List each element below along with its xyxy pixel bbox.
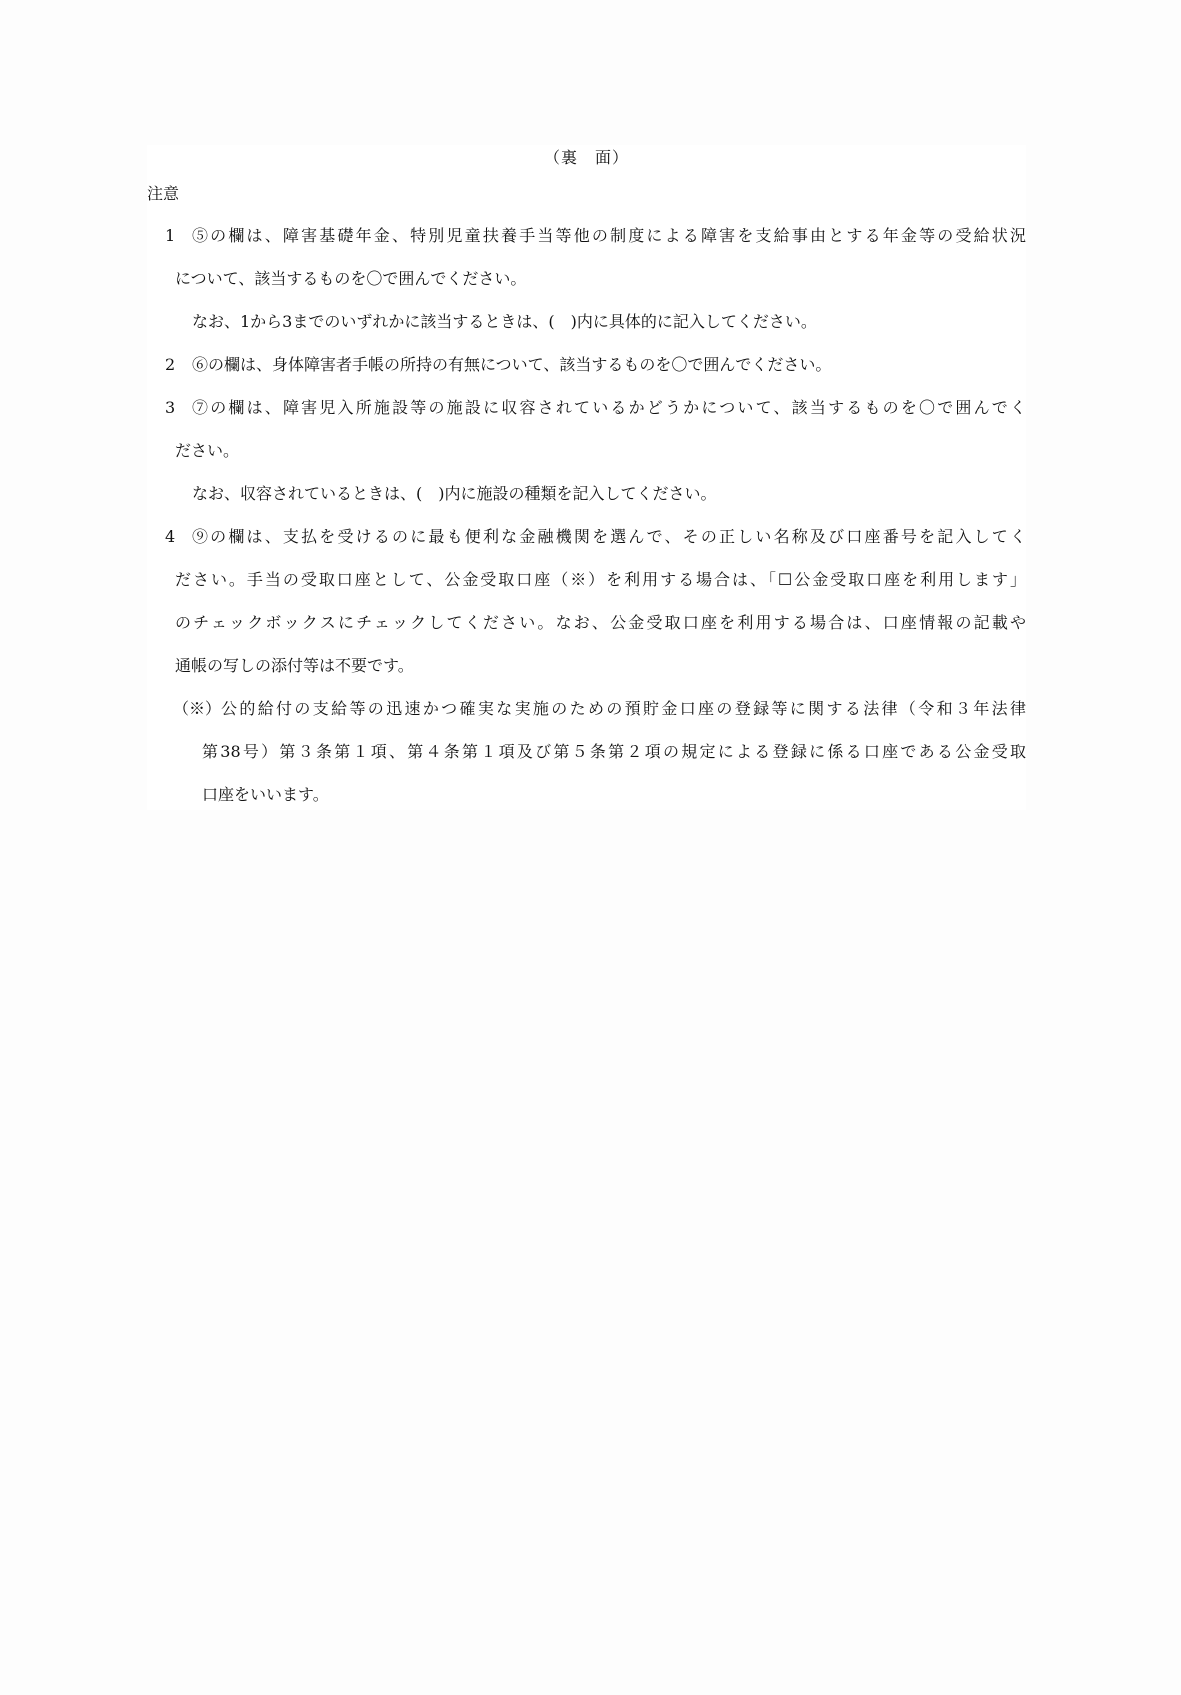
- document-page: [147, 145, 1026, 810]
- item-text-line: 通帳の写しの添付等は不要です。: [175, 656, 414, 675]
- notice-label: 注意: [147, 184, 180, 203]
- item-text-line: なお、収容されているときは、( )内に施設の種類を記入してください。: [192, 484, 717, 503]
- item-text-line: ⑦の欄は、障害児入所施設等の施設に収容されているかどうかについて、該当するものを〇で囲んでく: [192, 398, 1026, 417]
- item-text-line: ださい。手当の受取口座として、公金受取口座（※）を利用する場合は、「☐公金受取口座を利用します」: [175, 570, 1026, 589]
- item-text-line: なお、1から3までのいずれかに該当するときは、( )内に具体的に記入してください。: [192, 312, 817, 331]
- item-number: 2: [165, 355, 176, 374]
- footnote-text-line: 口座をいいます。: [202, 785, 329, 804]
- item-text-line: ださい。: [175, 441, 240, 460]
- item-text-line: ⑤の欄は、障害基礎年金、特別児童扶養手当等他の制度による障害を支給事由とする年金等の受給状況: [192, 226, 1026, 245]
- item-text-line: について、該当するものを〇で囲んでください。: [175, 269, 527, 288]
- footnote-text-line: 第38号）第３条第１項、第４条第１項及び第５条第２項の規定による登録に係る口座である公金受取: [202, 742, 1026, 761]
- footnote-mark: （※）: [173, 699, 222, 718]
- item-number: 3: [165, 398, 176, 417]
- item-text-line: ⑨の欄は、支払を受けるのに最も便利な金融機関を選んで、その正しい名称及び口座番号を記入してく: [192, 527, 1026, 546]
- footnote-text-line: 公的給付の支給等の迅速かつ確実な実施のための預貯金口座の登録等に関する法律（令和３年法律: [221, 699, 1026, 718]
- item-text-line: のチェックボックスにチェックしてください。なお、公金受取口座を利用する場合は、口座情報の記載や: [175, 613, 1026, 632]
- item-number: 1: [165, 226, 176, 245]
- page-heading: （裏 面）: [543, 148, 629, 167]
- item-text-line: ⑥の欄は、身体障害者手帳の所持の有無について、該当するものを〇で囲んでください。: [192, 355, 832, 374]
- item-number: 4: [165, 527, 176, 546]
